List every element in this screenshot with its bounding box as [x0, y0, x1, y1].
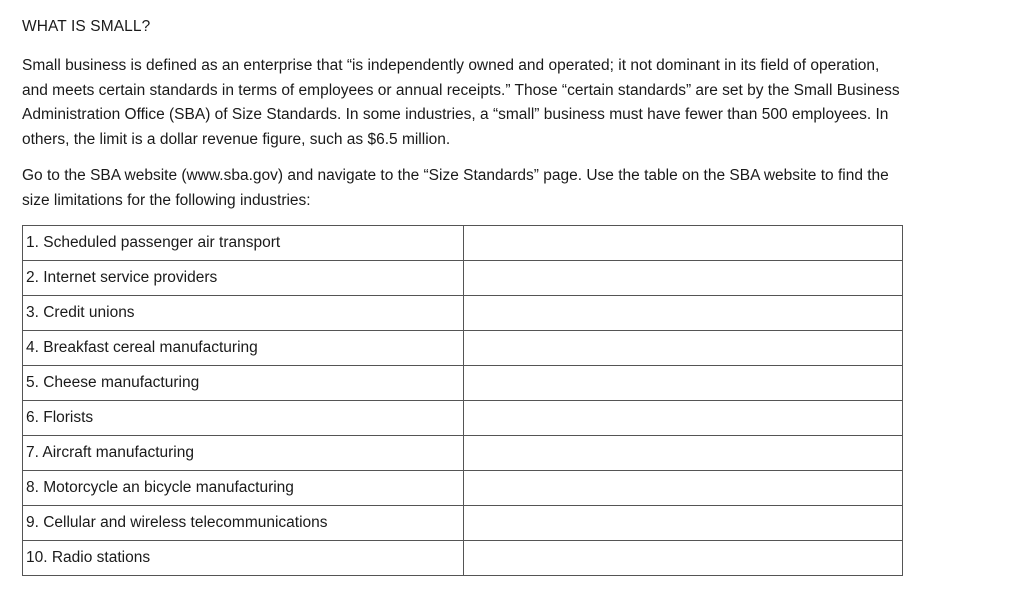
- industry-cell: 4. Breakfast cereal manufacturing: [23, 331, 464, 366]
- answer-cell[interactable]: [464, 541, 903, 576]
- industry-cell: 2. Internet service providers: [23, 261, 464, 296]
- answer-cell[interactable]: [464, 331, 903, 366]
- industry-cell: 1. Scheduled passenger air transport: [23, 226, 464, 261]
- industry-cell: 9. Cellular and wireless telecommunications: [23, 506, 464, 541]
- table-row: [23, 331, 903, 366]
- industry-cell: 5. Cheese manufacturing: [23, 366, 464, 401]
- answer-cell[interactable]: [464, 506, 903, 541]
- answer-cell[interactable]: [464, 296, 903, 331]
- industry-cell: 7. Aircraft manufacturing: [23, 436, 464, 471]
- industry-cell: 8. Motorcycle an bicycle manufacturing: [23, 471, 464, 506]
- answer-cell[interactable]: [464, 436, 903, 471]
- industry-cell: 6. Florists: [23, 401, 464, 436]
- table-row: [23, 541, 903, 576]
- instructions-paragraph: Go to the SBA website (www.sba.gov) and navigate to the “Size Standards” page. Use the table on the SBA website to find the size limitations for the following industries:: [22, 167, 889, 209]
- table-row: [23, 401, 903, 436]
- intro-paragraph: Small business is defined as an enterprise that “is independently owned and operated; it not dominant in its field of operation, and meets certain standards in terms of employees or annual receipts.” Those “certain standards” are set by the Small Business Administration Office (SBA) of Size Standards. In some industries, a “small” business must have fewer than 500 employees. In others, the limit is a dollar revenue figure, such as $6.5 million.: [22, 57, 900, 148]
- answer-cell[interactable]: [464, 471, 903, 506]
- table-row: [23, 506, 903, 541]
- table-row: [23, 261, 903, 296]
- answer-cell[interactable]: [464, 261, 903, 296]
- table-row: [23, 226, 903, 261]
- answer-cell[interactable]: [464, 226, 903, 261]
- table-row: [23, 366, 903, 401]
- industry-cell: 10. Radio stations: [23, 541, 464, 576]
- answer-cell[interactable]: [464, 401, 903, 436]
- table-row: [23, 436, 903, 471]
- table-row: [23, 296, 903, 331]
- answer-cell[interactable]: [464, 366, 903, 401]
- industry-cell: 3. Credit unions: [23, 296, 464, 331]
- document-heading: WHAT IS SMALL?: [22, 18, 151, 35]
- table-row: [23, 471, 903, 506]
- size-standards-table: [22, 225, 903, 576]
